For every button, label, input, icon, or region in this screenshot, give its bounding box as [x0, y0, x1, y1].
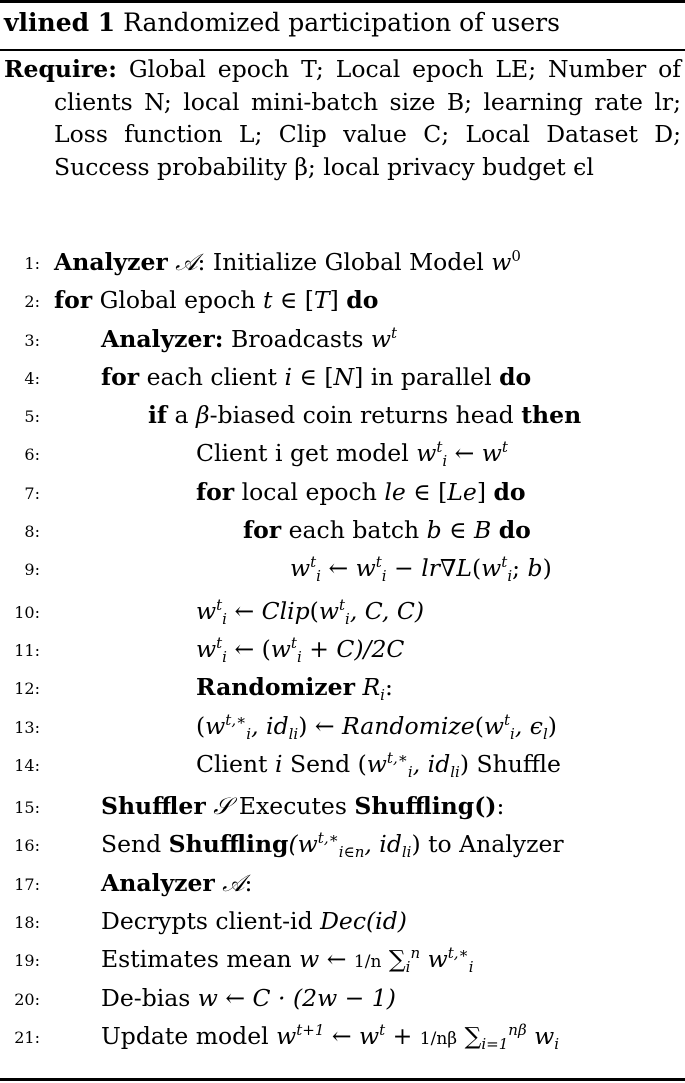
step-19	[0, 940, 681, 978]
algorithm-caption	[4, 5, 681, 41]
line-number: 7:	[24, 483, 40, 503]
step-body: for each client i ∈ [N] in parallel do	[101, 362, 532, 391]
step-20	[0, 979, 681, 1017]
line-number: 11:	[14, 640, 40, 660]
step-body: Analyzer: Broadcasts $w^t$	[101, 323, 398, 353]
step-6	[0, 434, 681, 472]
line-number: 12:	[14, 679, 40, 699]
step-18	[0, 902, 681, 940]
step-9	[0, 549, 681, 587]
line-number: 9:	[24, 560, 40, 580]
step-body: Estimates mean w ← 1/n $\sum_i^n$ $w^{t,∗}_i$	[101, 944, 474, 977]
top-rule	[0, 0, 685, 3]
line-number: 17:	[14, 874, 40, 894]
step-body: Analyzer 𝒜: Initialize Global Model $w^0$	[54, 247, 521, 276]
step-body: Client i Send ($w^{t,∗}_i$, $id_{li}$) Shuffle	[196, 748, 561, 781]
line-number: 3:	[24, 330, 40, 350]
algorithm-steps	[0, 243, 681, 1055]
step-body: ($w^{t,∗}_i$, $id_{li}$) ← $Randomize(w^t_i$, $\epsilon_l$)	[196, 710, 557, 743]
step-body: Randomizer $R_i$:	[196, 673, 393, 705]
line-number: 21:	[14, 1027, 40, 1047]
step-5	[0, 396, 681, 434]
line-number: 15:	[14, 798, 40, 818]
line-number: 4:	[24, 368, 40, 388]
line-number: 13:	[14, 717, 40, 737]
line-number: 10:	[14, 602, 40, 622]
step-body: Send $Shuffling(w^{t,∗}_{i\in n}$, $id_{li}$) to Analyzer	[101, 829, 564, 862]
step-body: $w^t_i$ ← $w^t_i - lr\nabla L(w^t_i$; b)	[290, 553, 552, 586]
line-number: 14:	[14, 755, 40, 775]
step-body: Update model $w^{t+1}$ ← $w^t + 1/n\beta$ $\sum_{i=1}^{n\beta}$ $w_i$	[101, 1020, 560, 1053]
caption-title: Randomized participation of users	[123, 8, 560, 37]
step-13	[0, 707, 681, 745]
step-7	[0, 473, 681, 511]
line-number: 2:	[24, 292, 40, 312]
step-body: if a β-biased coin returns head then	[148, 401, 582, 430]
caption-rule	[0, 49, 685, 51]
bottom-rule	[0, 1078, 685, 1081]
require-label: Require:	[4, 55, 117, 83]
step-2	[0, 281, 681, 319]
step-16	[0, 825, 681, 863]
step-14	[0, 745, 681, 783]
step-body: for Global epoch t ∈ [T] do	[54, 286, 379, 315]
step-body: Client i get model $w^t_i$ ← $w^t$	[196, 438, 508, 471]
line-number: 1:	[24, 254, 40, 273]
line-number: 6:	[24, 445, 40, 465]
step-body: for each batch b ∈ B do	[243, 516, 531, 545]
require-block	[4, 53, 681, 183]
line-number: 16:	[14, 836, 40, 856]
caption-label: vlined 1	[4, 8, 116, 37]
step-10	[0, 592, 681, 630]
line-number: 18:	[14, 913, 40, 933]
step-17	[0, 864, 681, 902]
step-body: Shuffler 𝒮 Executes Shuffling():	[101, 792, 505, 821]
step-body: Decrypts client-id Dec(id)	[101, 907, 407, 936]
step-1	[0, 243, 681, 281]
step-21	[0, 1017, 681, 1055]
step-15	[0, 787, 681, 825]
step-body: De-bias w ← C · (2w − 1)	[101, 983, 396, 1012]
step-11	[0, 630, 681, 668]
require-text: Global epoch T; Local epoch LE; Number of clients N; local mini-batch size B; learning rate lr; Loss function L; Clip value C; Local Dataset D; Success probability β; local privacy budget ϵl	[54, 55, 681, 181]
line-number: 8:	[24, 522, 40, 542]
step-8	[0, 511, 681, 549]
step-12	[0, 668, 681, 706]
step-body: Analyzer 𝒜:	[101, 868, 253, 897]
step-body: $w^t_i$ ← $(w^t_i + C)/2C$	[196, 633, 405, 666]
step-4	[0, 358, 681, 396]
step-3	[0, 320, 681, 358]
line-number: 20:	[14, 989, 40, 1009]
line-number: 19:	[14, 951, 40, 971]
step-body: $w^t_i$ ← $Clip(w^t_i$, C, C)	[196, 595, 424, 628]
line-number: 5:	[24, 407, 40, 427]
step-body: for local epoch le ∈ [Le] do	[196, 477, 526, 506]
